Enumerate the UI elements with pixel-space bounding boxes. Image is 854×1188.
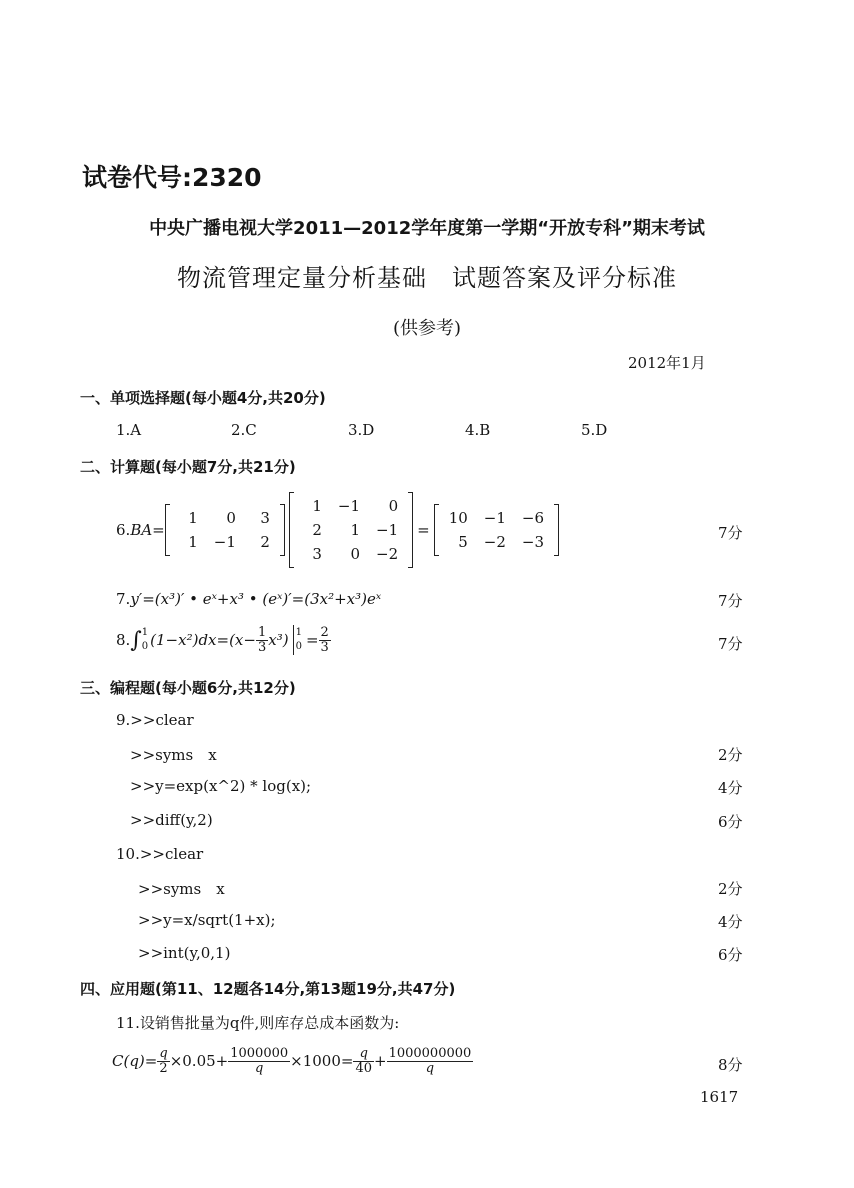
matrix-b-cell: 1	[312, 497, 322, 515]
q11-f3-num: q	[353, 1047, 374, 1062]
matrix-a-cell: 0	[226, 509, 236, 527]
section2-heading: 二、计算题(每小题7分,共21分)	[80, 458, 296, 476]
matrix-b-cell: 0	[388, 497, 399, 515]
matrix-a-cell: 3	[260, 509, 270, 527]
section4-heading: 四、应用题(第11、12题各14分,第13题19分,共47分)	[80, 980, 456, 998]
eval-limits	[296, 626, 302, 654]
q10-score-2: 2分	[718, 880, 743, 898]
page-number: 1617	[700, 1088, 739, 1106]
q8-frac-den: 3	[257, 639, 267, 655]
section3-heading: 三、编程题(每小题6分,共12分)	[80, 679, 296, 697]
integral-lower: 0	[141, 641, 149, 652]
q8-result-den: 3	[320, 639, 329, 655]
matrix-c-cell: 10	[448, 509, 468, 527]
q8-frac-num: 1	[257, 624, 267, 640]
matrix-c	[434, 504, 559, 556]
q11-f1-num: q	[159, 1045, 168, 1061]
matrix-b-cell: −2	[376, 545, 399, 563]
question-6	[116, 488, 559, 572]
matrix-b-cell: 1	[350, 521, 360, 539]
q11-formula	[112, 1042, 473, 1080]
q9-score-4: 6分	[718, 813, 743, 831]
paper-code: 试卷代号:2320	[82, 163, 262, 192]
q11-lhs: C(q)=	[112, 1052, 158, 1070]
integral-limits	[142, 626, 148, 654]
q6-variable: BA	[130, 521, 153, 539]
matrix-c-cell: −1	[483, 509, 506, 527]
answer-4: 4.B	[465, 421, 491, 439]
q11-mid-2: ×1000=	[290, 1052, 354, 1070]
q11-f4-num: 1000000000	[388, 1045, 472, 1061]
matrix-c-cell: 5	[458, 533, 468, 551]
matrix-a	[165, 504, 285, 556]
q10-line-3: >>y=x/sqrt(1+x);	[138, 911, 276, 929]
matrix-b	[289, 492, 413, 568]
q9-line-3: >>y=exp(x^2) * log(x);	[130, 777, 312, 795]
q9-score-3: 4分	[718, 779, 743, 797]
q7-score: 7分	[718, 592, 743, 610]
matrix-c-cell: −6	[521, 509, 545, 527]
matrix-b-cell: 0	[350, 545, 360, 563]
q11-intro: 11.设销售批量为q件,则库存总成本函数为:	[116, 1014, 400, 1032]
q11-f2-num: 1000000	[230, 1045, 289, 1061]
q11-f4-den: q	[425, 1060, 435, 1076]
eval-lower: 0	[295, 641, 302, 652]
q11-frac-1	[157, 1047, 169, 1076]
question-7	[116, 590, 381, 608]
q10-score-3: 4分	[718, 913, 743, 931]
eval-upper: 1	[295, 627, 302, 638]
q11-frac-2	[228, 1047, 290, 1076]
q11-score: 8分	[718, 1056, 743, 1074]
reference-note: (供参考)	[392, 318, 462, 339]
q6-equals-2: =	[417, 521, 430, 539]
matrix-a-cell: 1	[188, 509, 198, 527]
q11-mid-1: ×0.05+	[169, 1052, 229, 1070]
answer-1: 1.A	[116, 421, 142, 439]
q11-mid-3: +	[374, 1052, 387, 1070]
q6-score: 7分	[718, 524, 743, 542]
q9-line-4: >>diff(y,2)	[130, 811, 213, 829]
q8-tail: x³)	[268, 631, 289, 649]
q9-line-1: 9.>>clear	[116, 711, 194, 729]
matrix-b-cell: −1	[337, 497, 360, 515]
integral-upper: 1	[141, 627, 149, 638]
q8-result	[319, 626, 331, 655]
q7-expression: y′=(x³)′ • eˣ+x³ • (eˣ)′=(3x²+x³)eˣ	[130, 590, 382, 608]
matrix-c-cell: −2	[483, 533, 506, 551]
q8-result-num: 2	[320, 624, 329, 640]
q8-score: 7分	[718, 635, 743, 653]
section1-heading: 一、单项选择题(每小题4分,共20分)	[80, 389, 326, 407]
q10-line-4: >>int(y,0,1)	[138, 944, 231, 962]
q10-line-1: 10.>>clear	[116, 845, 204, 863]
answer-2: 2.C	[231, 421, 257, 439]
answer-3: 3.D	[348, 421, 375, 439]
exam-date: 2012年1月	[628, 354, 706, 372]
q11-frac-4	[387, 1047, 474, 1076]
q9-score-2: 2分	[718, 746, 743, 764]
matrix-b-cell: 3	[312, 545, 322, 563]
q8-equals: =	[305, 631, 319, 649]
eval-bar	[293, 625, 294, 655]
q9-line-2: >>syms x	[130, 746, 217, 764]
q7-label: 7.	[116, 590, 131, 608]
question-8	[116, 620, 331, 660]
q11-f2-den: q	[255, 1060, 264, 1076]
answer-5: 5.D	[581, 421, 608, 439]
q8-fraction	[256, 626, 268, 655]
q10-score-4: 6分	[718, 946, 743, 964]
matrix-c-cell: −3	[521, 533, 545, 551]
document-title: 物流管理定量分析基础 试题答案及评分标准	[177, 264, 677, 292]
matrix-b-cell: 2	[312, 521, 322, 539]
q11-f3-den: 40	[355, 1060, 372, 1076]
matrix-a-cell: 2	[260, 533, 270, 551]
q11-f1-den: 2	[159, 1060, 168, 1076]
q8-integrand: (1−x²)dx=(x−	[150, 631, 256, 649]
q6-equals: =	[152, 521, 165, 539]
exam-name: 中央广播电视大学2011—2012学年度第一学期“开放专科”期末考试	[149, 218, 705, 239]
q8-label: 8.	[116, 631, 131, 649]
integral-sign: ∫	[130, 627, 142, 653]
q10-line-2: >>syms x	[138, 880, 225, 898]
matrix-a-cell: 1	[188, 533, 198, 551]
q11-frac-3	[353, 1047, 374, 1076]
matrix-b-cell: −1	[376, 521, 399, 539]
q6-label: 6.	[116, 521, 131, 539]
matrix-a-cell: −1	[213, 533, 236, 551]
